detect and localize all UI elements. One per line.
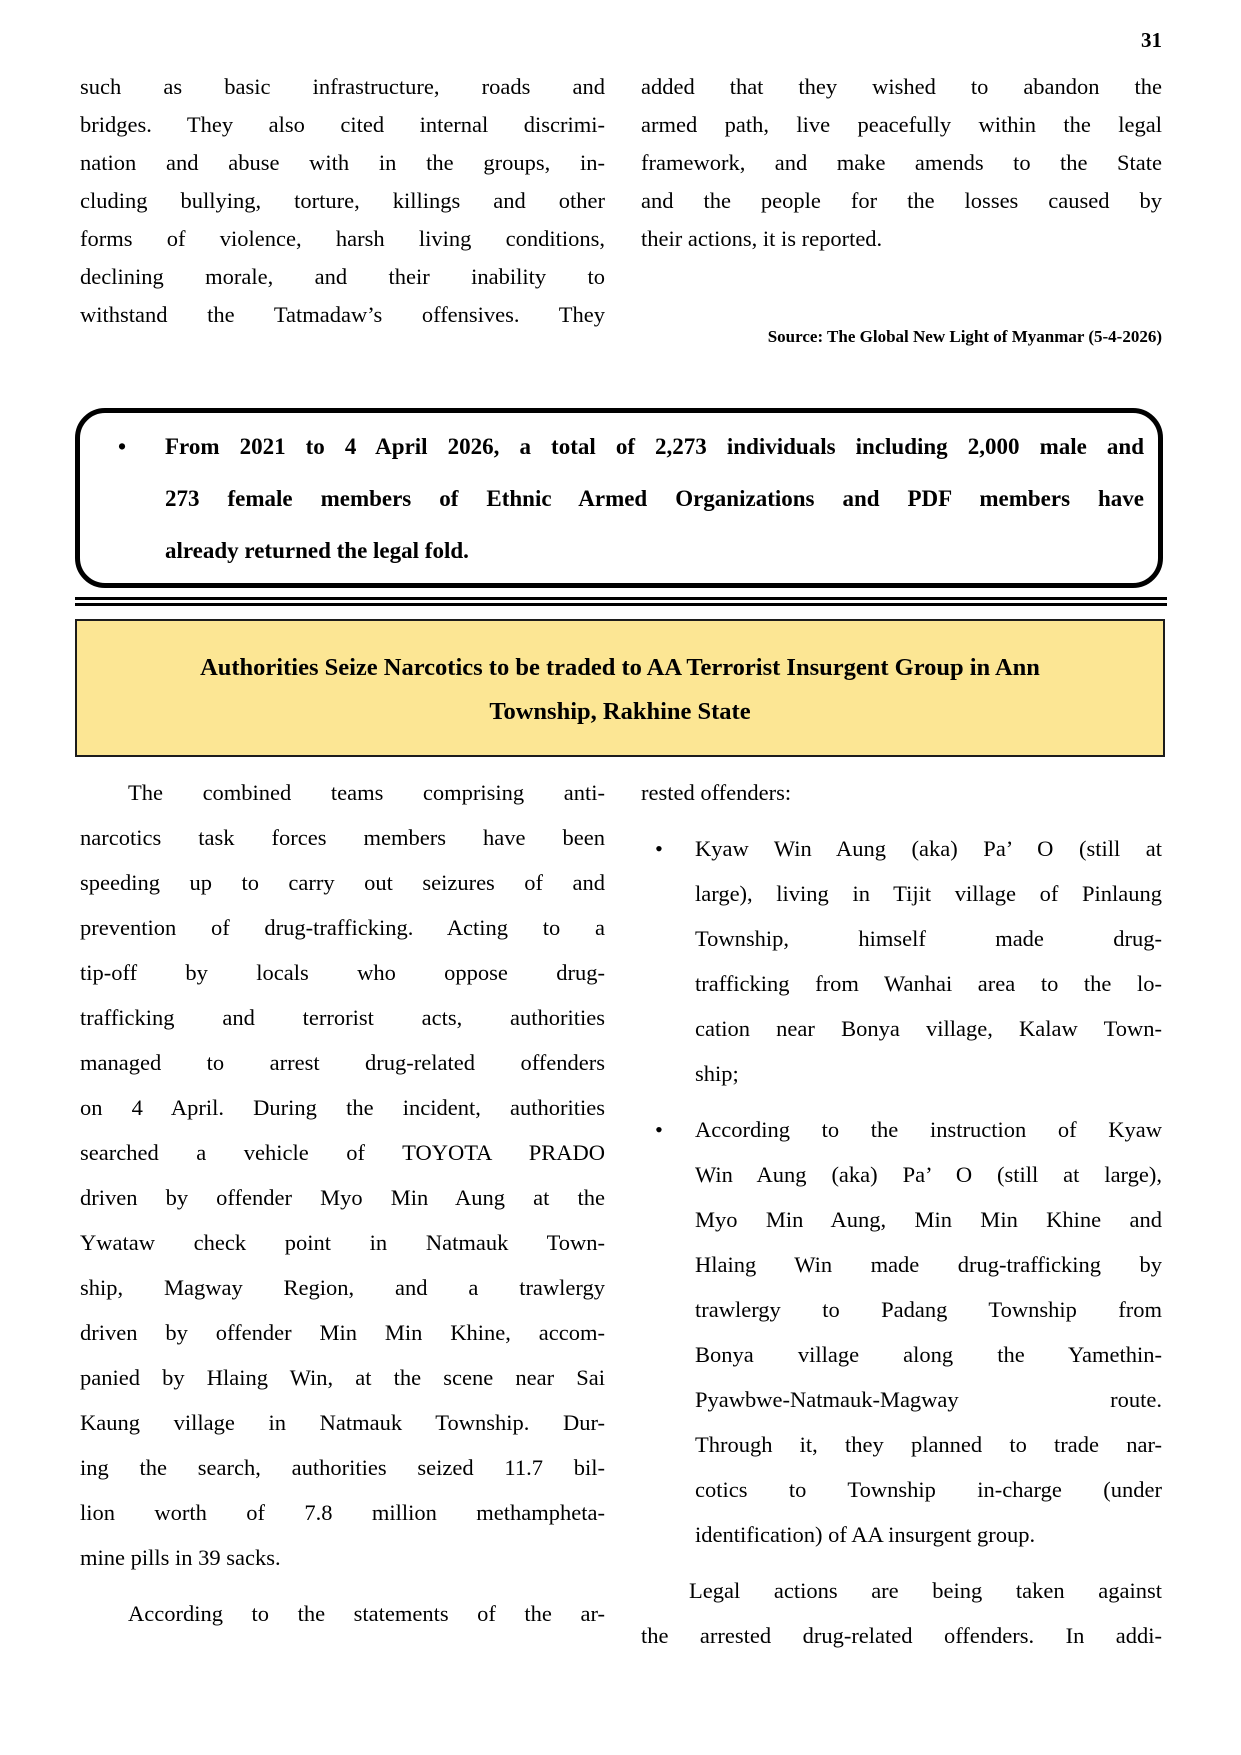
text-line: cotics to Township in-charge (under: [695, 1477, 1162, 1502]
intro-left-column: [80, 68, 605, 350]
source-attribution: Source: The Global New Light of Myanmar (5-4-2026): [767, 327, 1162, 346]
text-line: and the people for the losses caused by: [641, 188, 1162, 213]
intro-right-lines: [641, 68, 1162, 258]
section-divider: [75, 597, 1167, 606]
text-line: Township, himself made drug-: [695, 926, 1162, 951]
text-line: cation near Bonya village, Kalaw Town-: [695, 1016, 1162, 1041]
text-line: ship;: [695, 1061, 739, 1086]
text-line: Through it, they planned to trade nar-: [695, 1432, 1162, 1457]
text-line: panied by Hlaing Win, at the scene near Sai: [80, 1365, 605, 1390]
text-line: trafficking and terrorist acts, authorities: [80, 1005, 605, 1030]
text-line: ing the search, authorities seized 11.7 bil-: [80, 1455, 605, 1480]
text-line: lion worth of 7.8 million methampheta-: [80, 1500, 605, 1525]
text-line: The combined teams comprising anti-: [128, 780, 605, 805]
text-line: Ywataw check point in Natmauk Town-: [80, 1230, 605, 1255]
text-line: on 4 April. During the incident, authorities: [80, 1095, 605, 1120]
text-line: tip-off by locals who oppose drug-: [80, 960, 605, 985]
bullet-icon: •: [118, 434, 127, 459]
text-line: mine pills in 39 sacks.: [80, 1545, 281, 1570]
callout-text-line: • From 2021 to 4 April 2026, a total of 2,273 individuals including 2,000 male and: [80, 421, 1144, 473]
text-line: According to the statements of the ar-: [128, 1601, 605, 1626]
text-line: such as basic infrastructure, roads and: [80, 74, 605, 99]
page-number: 31: [1141, 28, 1162, 52]
text-line: rested offenders:: [641, 780, 792, 805]
text-line: • Kyaw Win Aung (aka) Pa’ O (still at: [641, 826, 1162, 871]
intro-right-column: [641, 68, 1162, 350]
text-line: withstand the Tatmadaw’s offensives. They: [80, 302, 605, 327]
article-headline: [75, 619, 1165, 757]
text-line: Hlaing Win made drug-trafficking by: [695, 1252, 1162, 1277]
text-line: driven by offender Myo Min Aung at the: [80, 1185, 605, 1210]
text-line: their actions, it is reported.: [641, 226, 883, 251]
bullet-icon: •: [655, 1117, 663, 1142]
text-line: driven by offender Min Min Khine, accom-: [80, 1320, 605, 1345]
text-line: managed to arrest drug-related offenders: [80, 1050, 605, 1075]
text-line: added that they wished to abandon the: [641, 74, 1162, 99]
headline-line-2: Township, Rakhine State: [489, 698, 751, 725]
text-line: identification) of AA insurgent group.: [695, 1522, 1036, 1547]
text-line: Kaung village in Natmauk Township. Dur-: [80, 1410, 605, 1435]
text-line: the arrested drug-related offenders. In addi-: [641, 1623, 1162, 1648]
bullet-icon: •: [655, 836, 663, 861]
returnees-callout-box: [75, 408, 1163, 588]
text-line: framework, and make amends to the State: [641, 150, 1162, 175]
text-line: nation and abuse with in the groups, in-: [80, 150, 605, 175]
text-line: ship, Magway Region, and a trawlergy: [80, 1275, 605, 1300]
article-right-column: [641, 770, 1162, 1658]
text-line: Bonya village along the Yamethin-: [695, 1342, 1162, 1367]
text-line: cluding bullying, torture, killings and other: [80, 188, 605, 213]
text-line: large), living in Tijit village of Pinlaung: [695, 881, 1162, 906]
article-left-column: [80, 770, 605, 1658]
callout-text-line: already returned the legal fold.: [165, 538, 469, 563]
text-line: Pyawbwe-Natmauk-Magway route.: [695, 1387, 1162, 1412]
text-line: declining morale, and their inability to: [80, 264, 605, 289]
callout-text-line: 273 female members of Ethnic Armed Organizations and PDF members have: [165, 486, 1144, 511]
text-line: narcotics task forces members have been: [80, 825, 605, 850]
intro-section: [80, 68, 1162, 350]
text-line: Win Aung (aka) Pa’ O (still at large),: [695, 1162, 1162, 1187]
text-line: prevention of drug-trafficking. Acting to a: [80, 915, 605, 940]
text-line: speeding up to carry out seizures of and: [80, 870, 605, 895]
text-line: Legal actions are being taken against: [689, 1578, 1162, 1603]
headline-line-1: Authorities Seize Narcotics to be traded to AA Terrorist Insurgent Group in Ann: [200, 654, 1040, 681]
text-line: searched a vehicle of TOYOTA PRADO: [80, 1140, 605, 1165]
text-line: forms of violence, harsh living conditions,: [80, 226, 605, 251]
text-line: • According to the instruction of Kyaw: [641, 1107, 1162, 1152]
text-line: trafficking from Wanhai area to the lo-: [695, 971, 1162, 996]
text-line: Myo Min Aung, Min Min Khine and: [695, 1207, 1162, 1232]
text-line: armed path, live peacefully within the legal: [641, 112, 1162, 137]
text-line: bridges. They also cited internal discrimi-: [80, 112, 605, 137]
text-line: trawlergy to Padang Township from: [695, 1297, 1162, 1322]
article-body: [80, 770, 1162, 1658]
